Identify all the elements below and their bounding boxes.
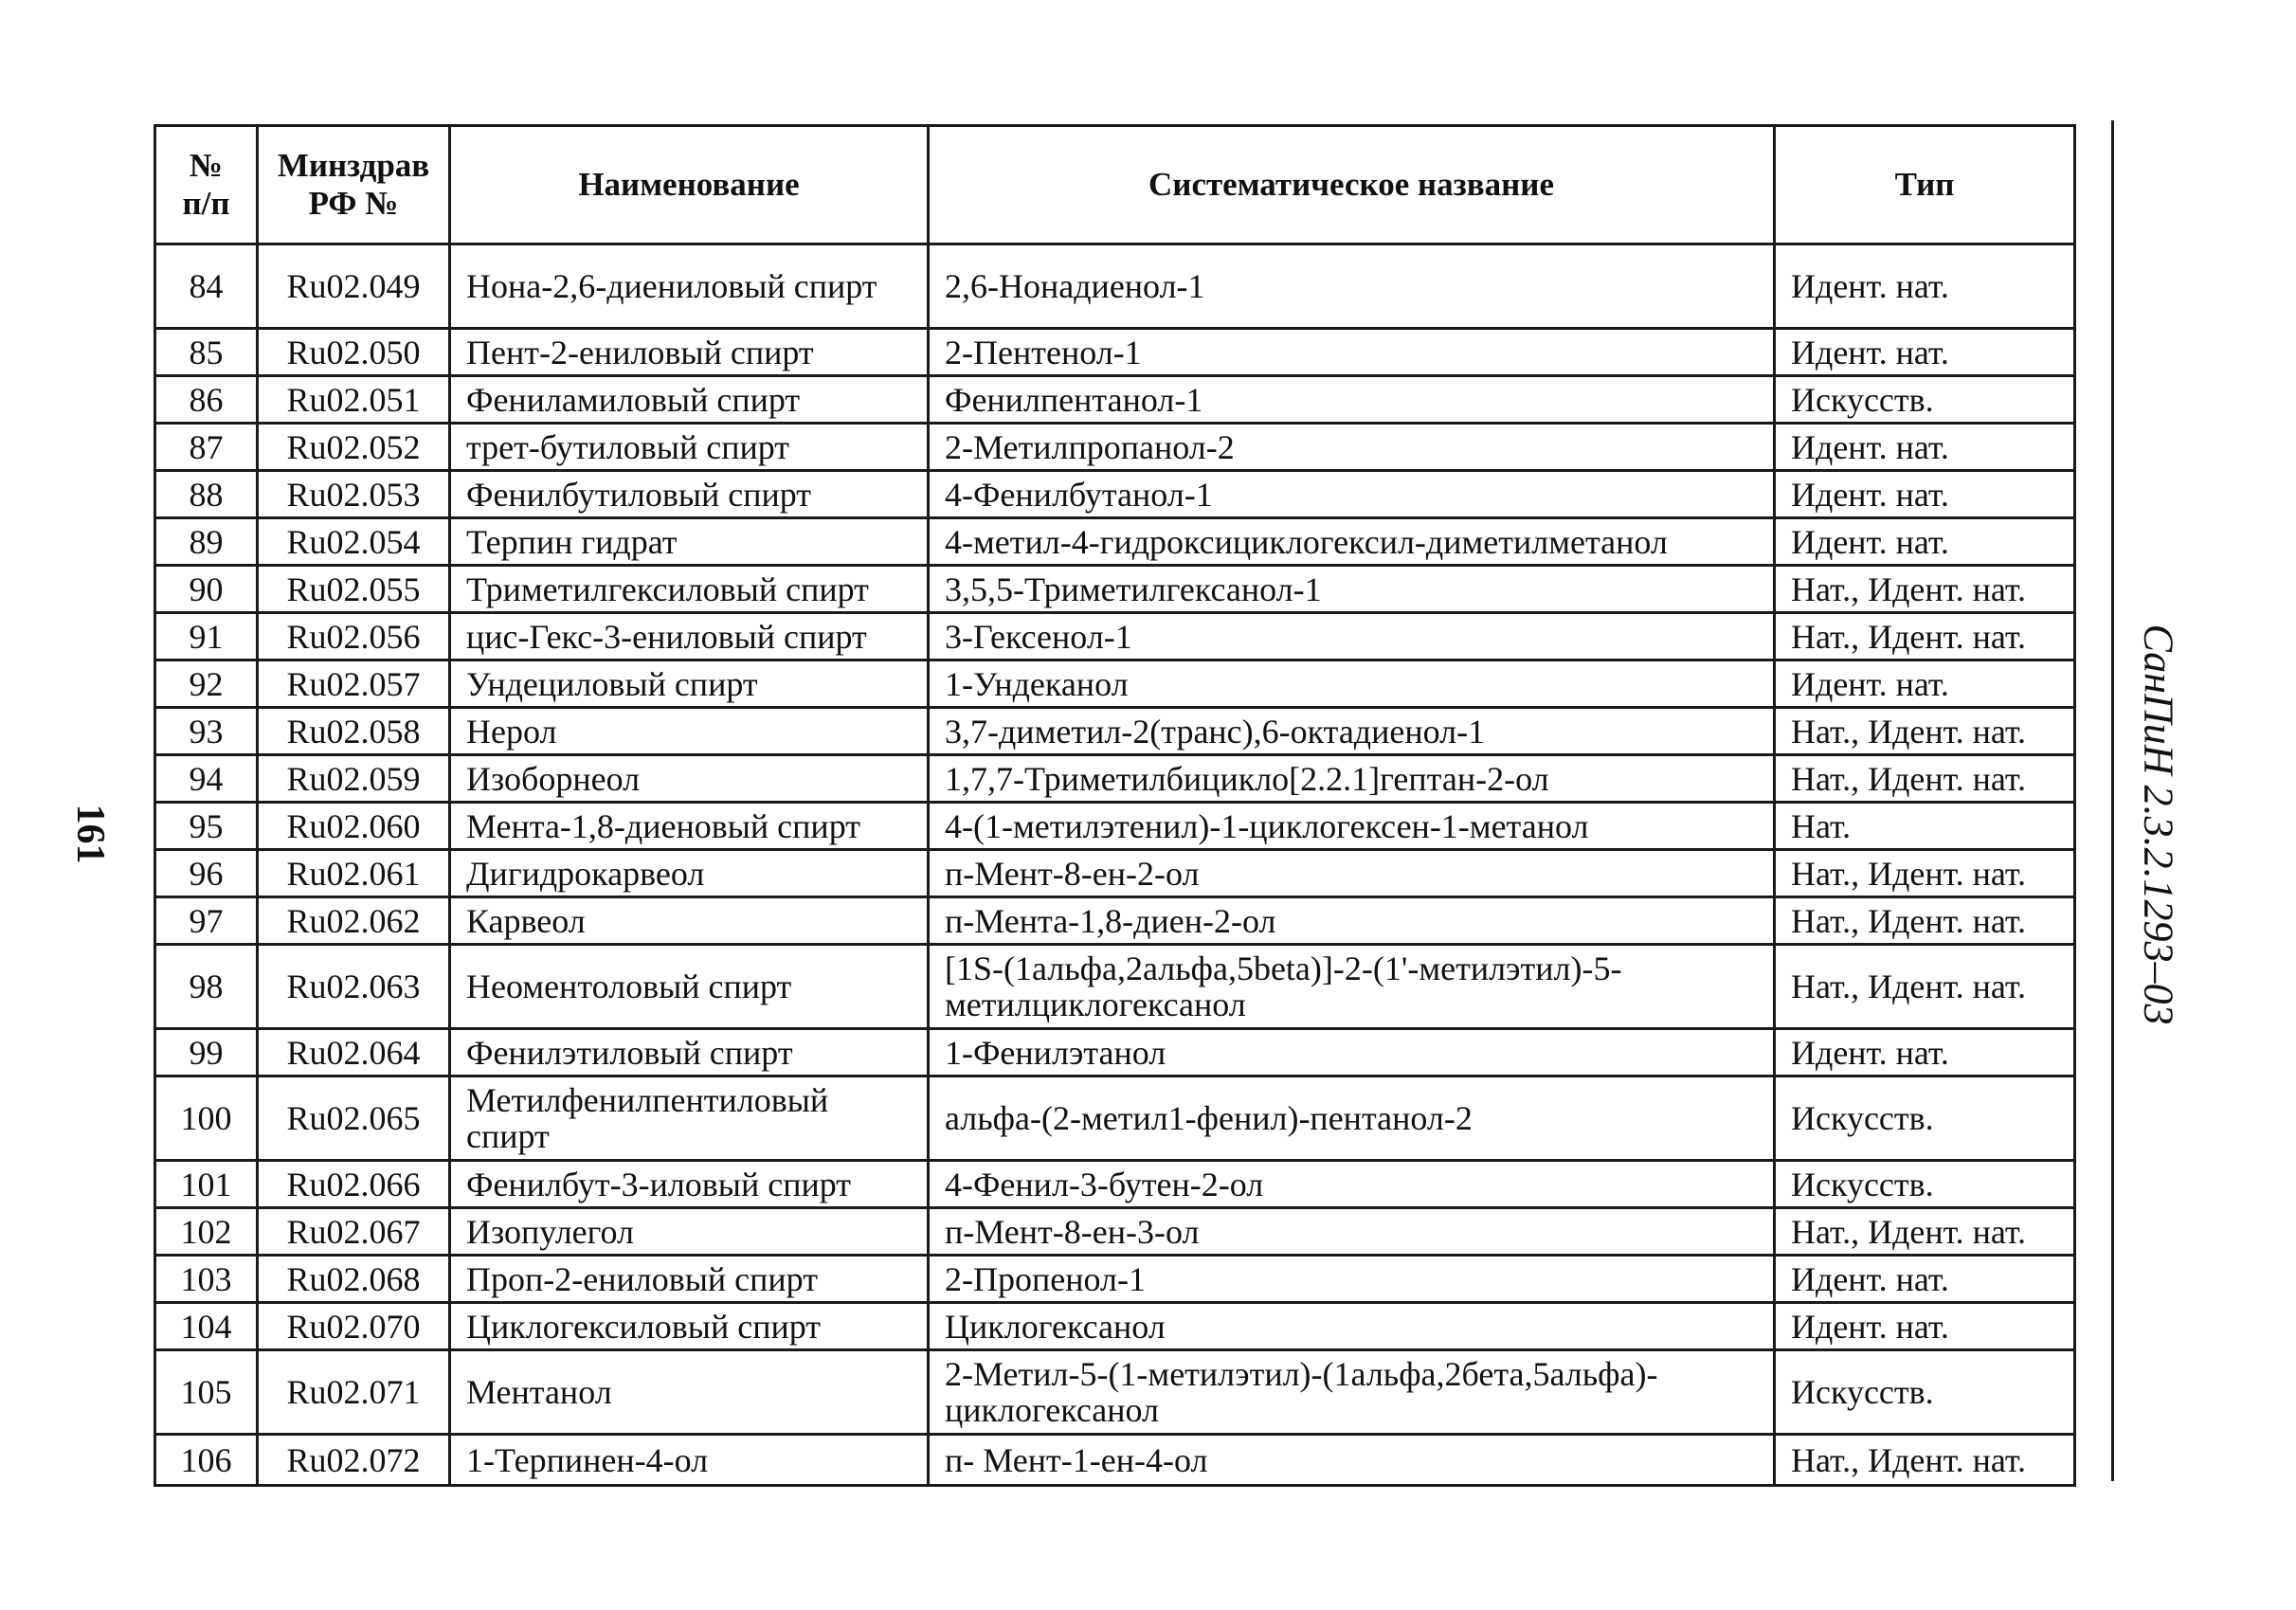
cell-registry-number: Ru02.049 (258, 244, 450, 329)
cell-registry-number: Ru02.060 (258, 803, 450, 850)
cell-number: 105 (155, 1350, 258, 1435)
cell-type: Искусств. (1775, 1076, 2075, 1161)
cell-type: Идент. нат. (1775, 471, 2075, 518)
cell-systematic-name: 1-Фенилэтанол (929, 1029, 1775, 1076)
cell-name: Фенилбут-3-иловый спирт (450, 1161, 929, 1208)
cell-name: Мента-1,8-диеновый спирт (450, 803, 929, 850)
cell-type: Идент. нат. (1775, 518, 2075, 566)
cell-systematic-name: альфа-(2-метил1-фенил)-пентанол-2 (929, 1076, 1775, 1161)
cell-type: Идент. нат. (1775, 1303, 2075, 1350)
cell-type: Искусств. (1775, 1350, 2075, 1435)
cell-systematic-name: п- Мент-1-ен-4-ол (929, 1435, 1775, 1486)
cell-name: Фенилбутиловый спирт (450, 471, 929, 518)
cell-number: 101 (155, 1161, 258, 1208)
cell-number: 98 (155, 945, 258, 1029)
cell-number: 91 (155, 613, 258, 660)
cell-systematic-name: 1-Ундеканол (929, 660, 1775, 708)
cell-registry-number: Ru02.054 (258, 518, 450, 566)
cell-type: Идент. нат. (1775, 1256, 2075, 1303)
cell-systematic-name: 4-Фенилбутанол-1 (929, 471, 1775, 518)
cell-systematic-name: 1,7,7-Триметилбицикло[2.2.1]гептан-2-ол (929, 755, 1775, 803)
header-systematic-name: Систематическое название (929, 126, 1775, 244)
cell-number: 103 (155, 1256, 258, 1303)
cell-number: 104 (155, 1303, 258, 1350)
document-code: СанПиН 2.3.2.1293–03 (2135, 624, 2182, 1025)
table-row (155, 471, 2075, 518)
cell-systematic-name: 2-Пентенол-1 (929, 329, 1775, 376)
cell-number: 97 (155, 897, 258, 945)
table-row (155, 803, 2075, 850)
cell-systematic-name: 3,7-диметил-2(транс),6-октадиенол-1 (929, 708, 1775, 755)
cell-type: Нат., Идент. нат. (1775, 708, 2075, 755)
cell-systematic-name: п-Мент-8-ен-3-ол (929, 1208, 1775, 1256)
cell-number: 99 (155, 1029, 258, 1076)
cell-number: 88 (155, 471, 258, 518)
cell-systematic-name: 2,6-Нонадиенол-1 (929, 244, 1775, 329)
table-header-row (155, 126, 2075, 244)
cell-registry-number: Ru02.053 (258, 471, 450, 518)
cell-type: Идент. нат. (1775, 244, 2075, 329)
cell-type: Искусств. (1775, 376, 2075, 424)
cell-name: Нерол (450, 708, 929, 755)
cell-number: 100 (155, 1076, 258, 1161)
table-body (155, 244, 2075, 1486)
cell-name: Дигидрокарвеол (450, 850, 929, 897)
cell-systematic-name: Циклогексанол (929, 1303, 1775, 1350)
cell-registry-number: Ru02.072 (258, 1435, 450, 1486)
cell-registry-number: Ru02.061 (258, 850, 450, 897)
cell-number: 102 (155, 1208, 258, 1256)
cell-systematic-name: п-Мент-8-ен-2-ол (929, 850, 1775, 897)
table-row (155, 1435, 2075, 1486)
cell-type: Искусств. (1775, 1161, 2075, 1208)
cell-type: Нат., Идент. нат. (1775, 1435, 2075, 1486)
cell-number: 96 (155, 850, 258, 897)
table-row (155, 660, 2075, 708)
cell-name: Фениламиловый спирт (450, 376, 929, 424)
cell-number: 92 (155, 660, 258, 708)
cell-type: Нат. (1775, 803, 2075, 850)
cell-registry-number: Ru02.064 (258, 1029, 450, 1076)
cell-name: Метилфенилпентиловый спирт (450, 1076, 929, 1161)
cell-number: 90 (155, 566, 258, 613)
cell-systematic-name: 2-Метил-5-(1-метилэтил)-(1альфа,2бета,5альфа)-циклогексанол (929, 1350, 1775, 1435)
table-row (155, 424, 2075, 471)
cell-systematic-name: п-Мента-1,8-диен-2-ол (929, 897, 1775, 945)
cell-registry-number: Ru02.052 (258, 424, 450, 471)
cell-type: Нат., Идент. нат. (1775, 613, 2075, 660)
cell-name: Фенилэтиловый спирт (450, 1029, 929, 1076)
table-row (155, 708, 2075, 755)
table-row (155, 755, 2075, 803)
cell-name: цис-Гекс-3-ениловый спирт (450, 613, 929, 660)
page-number: 161 (68, 804, 112, 864)
cell-number: 85 (155, 329, 258, 376)
cell-number: 89 (155, 518, 258, 566)
table-row (155, 613, 2075, 660)
cell-registry-number: Ru02.059 (258, 755, 450, 803)
cell-type: Нат., Идент. нат. (1775, 755, 2075, 803)
cell-registry-number: Ru02.063 (258, 945, 450, 1029)
table-row (155, 244, 2075, 329)
cell-registry-number: Ru02.070 (258, 1303, 450, 1350)
cell-name: Ментанол (450, 1350, 929, 1435)
cell-registry-number: Ru02.051 (258, 376, 450, 424)
table-row (155, 1208, 2075, 1256)
flavoring-substances-table (154, 124, 2076, 1487)
table-row (155, 1076, 2075, 1161)
cell-name: Циклогексиловый спирт (450, 1303, 929, 1350)
table-row (155, 1256, 2075, 1303)
cell-systematic-name: Фенилпентанол-1 (929, 376, 1775, 424)
cell-registry-number: Ru02.066 (258, 1161, 450, 1208)
cell-number: 86 (155, 376, 258, 424)
cell-name: Изоборнеол (450, 755, 929, 803)
cell-registry-number: Ru02.071 (258, 1350, 450, 1435)
cell-systematic-name: 4-Фенил-3-бутен-2-ол (929, 1161, 1775, 1208)
cell-registry-number: Ru02.068 (258, 1256, 450, 1303)
cell-systematic-name: 3-Гексенол-1 (929, 613, 1775, 660)
cell-type: Нат., Идент. нат. (1775, 850, 2075, 897)
cell-name: Неоментоловый спирт (450, 945, 929, 1029)
cell-type: Нат., Идент. нат. (1775, 945, 2075, 1029)
table-row (155, 566, 2075, 613)
cell-type: Нат., Идент. нат. (1775, 897, 2075, 945)
cell-number: 94 (155, 755, 258, 803)
cell-name: 1-Терпинен-4-ол (450, 1435, 929, 1486)
cell-name: Карвеол (450, 897, 929, 945)
cell-name: Триметилгексиловый спирт (450, 566, 929, 613)
header-name: Наименование (450, 126, 929, 244)
cell-name: Ундециловый спирт (450, 660, 929, 708)
cell-name: Нона-2,6-диениловый спирт (450, 244, 929, 329)
header-type: Тип (1775, 126, 2075, 244)
cell-name: Проп-2-ениловый спирт (450, 1256, 929, 1303)
table-row (155, 1029, 2075, 1076)
table-row (155, 518, 2075, 566)
cell-registry-number: Ru02.056 (258, 613, 450, 660)
table-row (155, 329, 2075, 376)
table-row (155, 945, 2075, 1029)
cell-type: Идент. нат. (1775, 424, 2075, 471)
cell-name: Пент-2-ениловый спирт (450, 329, 929, 376)
cell-type: Идент. нат. (1775, 329, 2075, 376)
cell-name: Изопулегол (450, 1208, 929, 1256)
cell-registry-number: Ru02.057 (258, 660, 450, 708)
header-registry-number: Минздрав РФ № (258, 126, 450, 244)
cell-number: 93 (155, 708, 258, 755)
cell-registry-number: Ru02.055 (258, 566, 450, 613)
table-row (155, 1350, 2075, 1435)
table-row (155, 376, 2075, 424)
cell-number: 106 (155, 1435, 258, 1486)
cell-registry-number: Ru02.058 (258, 708, 450, 755)
table-row (155, 897, 2075, 945)
cell-number: 95 (155, 803, 258, 850)
cell-type: Идент. нат. (1775, 660, 2075, 708)
cell-systematic-name: 2-Метилпропанол-2 (929, 424, 1775, 471)
table-row (155, 850, 2075, 897)
cell-name: трет-бутиловый спирт (450, 424, 929, 471)
cell-systematic-name: 2-Пропенол-1 (929, 1256, 1775, 1303)
cell-systematic-name: 3,5,5-Триметилгексанол-1 (929, 566, 1775, 613)
cell-registry-number: Ru02.050 (258, 329, 450, 376)
cell-registry-number: Ru02.067 (258, 1208, 450, 1256)
cell-type: Нат., Идент. нат. (1775, 566, 2075, 613)
table-row (155, 1161, 2075, 1208)
table-row (155, 1303, 2075, 1350)
cell-number: 84 (155, 244, 258, 329)
cell-systematic-name: [1S-(1альфа,2альфа,5beta)]-2-(1'-метилэтил)-5-метилциклогексанол (929, 945, 1775, 1029)
cell-registry-number: Ru02.062 (258, 897, 450, 945)
cell-type: Идент. нат. (1775, 1029, 2075, 1076)
header-number: № п/п (155, 126, 258, 244)
cell-systematic-name: 4-метил-4-гидроксициклогексил-диметилметанол (929, 518, 1775, 566)
cell-systematic-name: 4-(1-метилэтенил)-1-циклогексен-1-метанол (929, 803, 1775, 850)
cell-registry-number: Ru02.065 (258, 1076, 450, 1161)
margin-rule (2111, 120, 2114, 1481)
cell-name: Терпин гидрат (450, 518, 929, 566)
cell-type: Нат., Идент. нат. (1775, 1208, 2075, 1256)
cell-number: 87 (155, 424, 258, 471)
